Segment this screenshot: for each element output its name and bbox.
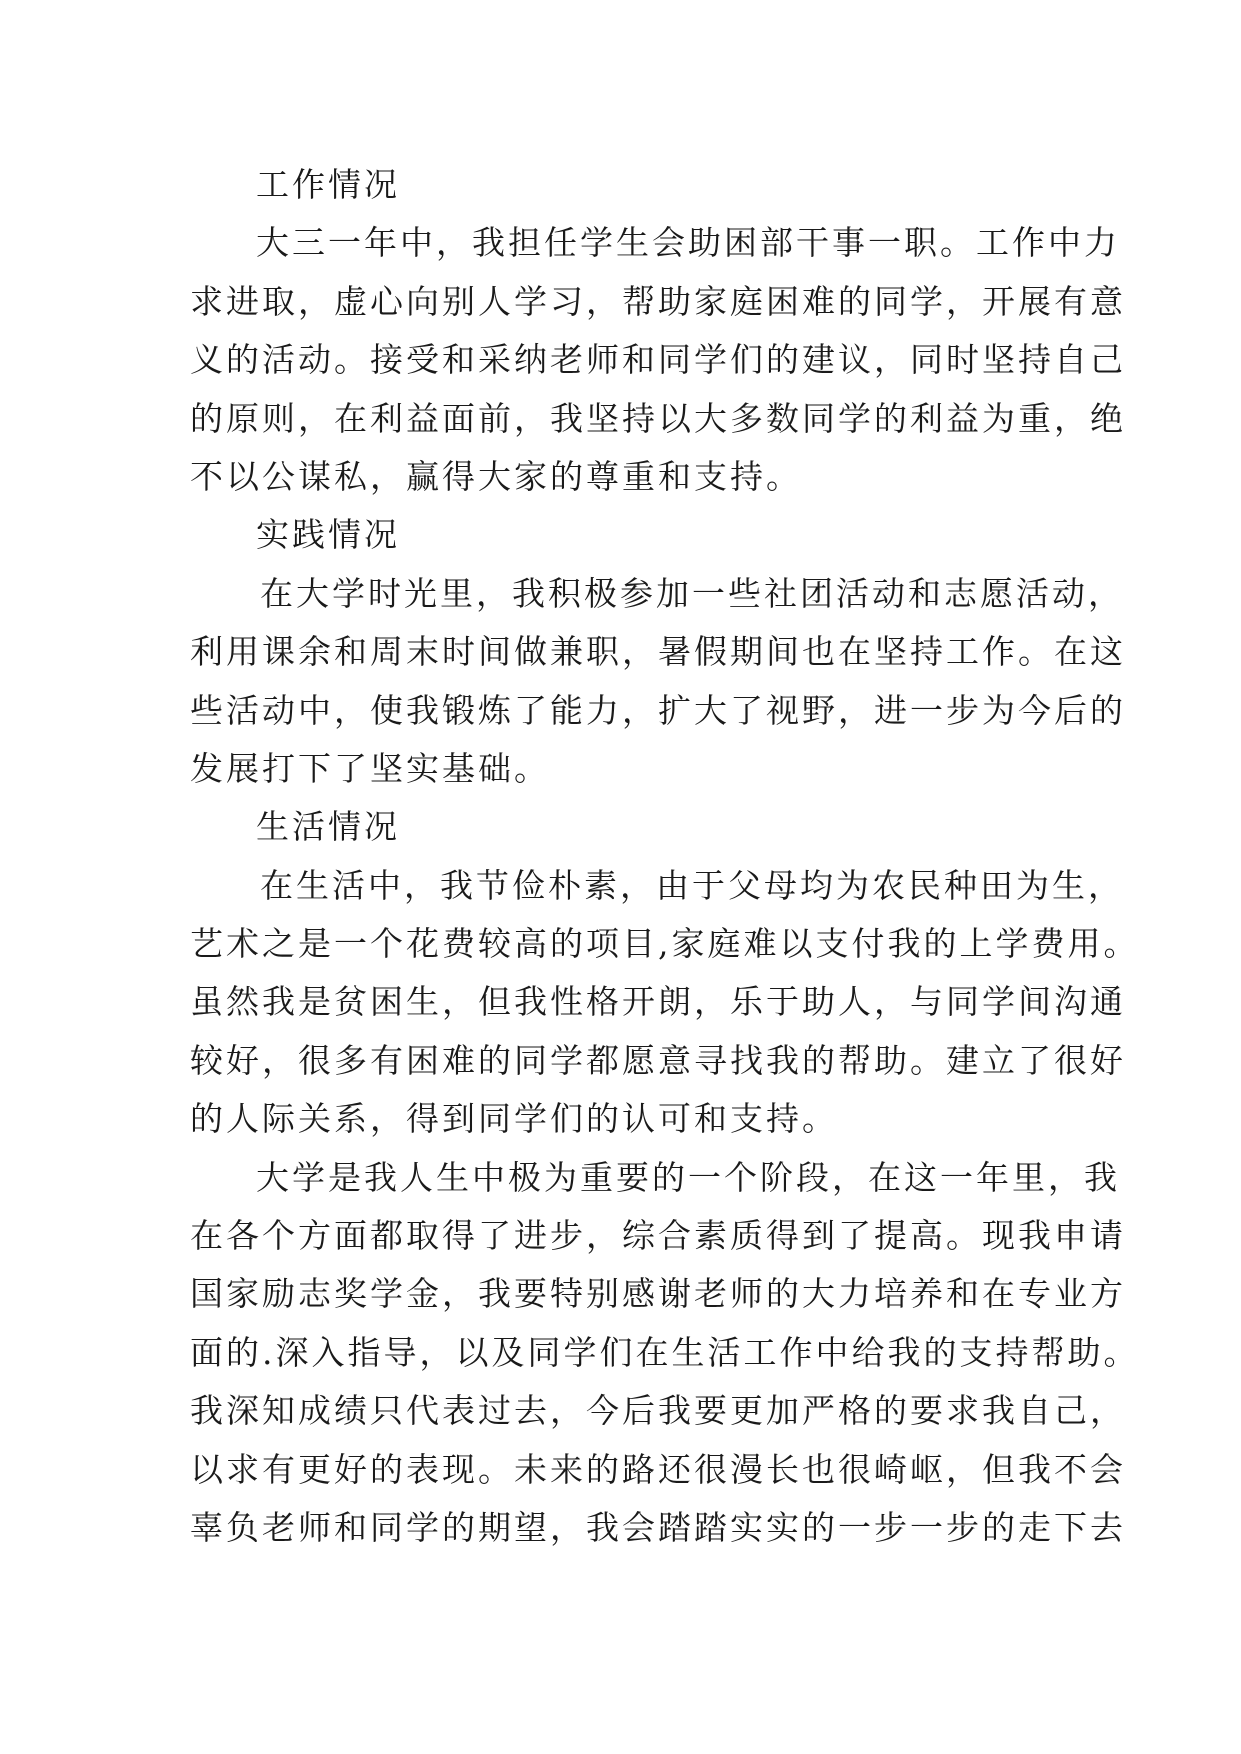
paragraph-line: 大学是我人生中极为重要的一个阶段，在这一年里，我 <box>256 1157 1120 1197</box>
paragraph-line: 些活动中，使我锻炼了能力，扩大了视野，进一步为今后的 <box>190 690 1126 730</box>
paragraph-line: 艺术之是一个花费较高的项目,家庭难以支付我的上学费用。 <box>190 924 1140 964</box>
section-heading-life: 生活情况 <box>256 807 400 847</box>
section-heading-work: 工作情况 <box>256 165 400 204</box>
paragraph-line: 较好，很多有困难的同学都愿意寻找我的帮助。建立了很好 <box>190 1040 1126 1080</box>
paragraph-line: 以求有更好的表现。未来的路还很漫长也很崎岖，但我不会 <box>190 1449 1126 1489</box>
paragraph-line: 的人际关系，得到同学们的认可和支持。 <box>190 1099 838 1139</box>
paragraph-line: 我深知成绩只代表过去，今后我要更加严格的要求我自己， <box>190 1391 1126 1431</box>
paragraph-line: 不以公谋私，赢得大家的尊重和支持。 <box>190 456 802 496</box>
paragraph-line: 发展打下了坚实基础。 <box>190 748 550 788</box>
paragraph-line: 的原则，在利益面前，我坚持以大多数同学的利益为重，绝 <box>190 398 1126 438</box>
paragraph-line: 义的活动。接受和采纳老师和同学们的建议，同时坚持自己 <box>190 340 1126 380</box>
paragraph-line: 大三一年中，我担任学生会助困部干事一职。工作中力 <box>256 223 1120 263</box>
paragraph-line: 面的.深入指导，以及同学们在生活工作中给我的支持帮助。 <box>190 1332 1140 1372</box>
paragraph-line: 在大学时光里，我积极参加一些社团活动和志愿活动， <box>260 573 1124 613</box>
document-body <box>190 156 1140 1557</box>
paragraph-line: 在各个方面都取得了进步，综合素质得到了提高。现我申请 <box>190 1216 1126 1256</box>
paragraph-line: 在生活中，我节俭朴素，由于父母均为农民种田为生， <box>260 865 1124 905</box>
paragraph-line: 国家励志奖学金，我要特别感谢老师的大力培养和在专业方 <box>190 1274 1126 1314</box>
paragraph-line: 求进取，虚心向别人学习，帮助家庭困难的同学，开展有意 <box>190 281 1126 321</box>
paragraph-line: 虽然我是贫困生，但我性格开朗，乐于助人，与同学间沟通 <box>190 982 1126 1022</box>
section-heading-practice: 实践情况 <box>256 515 400 555</box>
paragraph-line: 利用课余和周末时间做兼职，暑假期间也在坚持工作。在这 <box>190 632 1126 672</box>
paragraph-line: 辜负老师和同学的期望，我会踏踏实实的一步一步的走下去 <box>190 1507 1126 1547</box>
